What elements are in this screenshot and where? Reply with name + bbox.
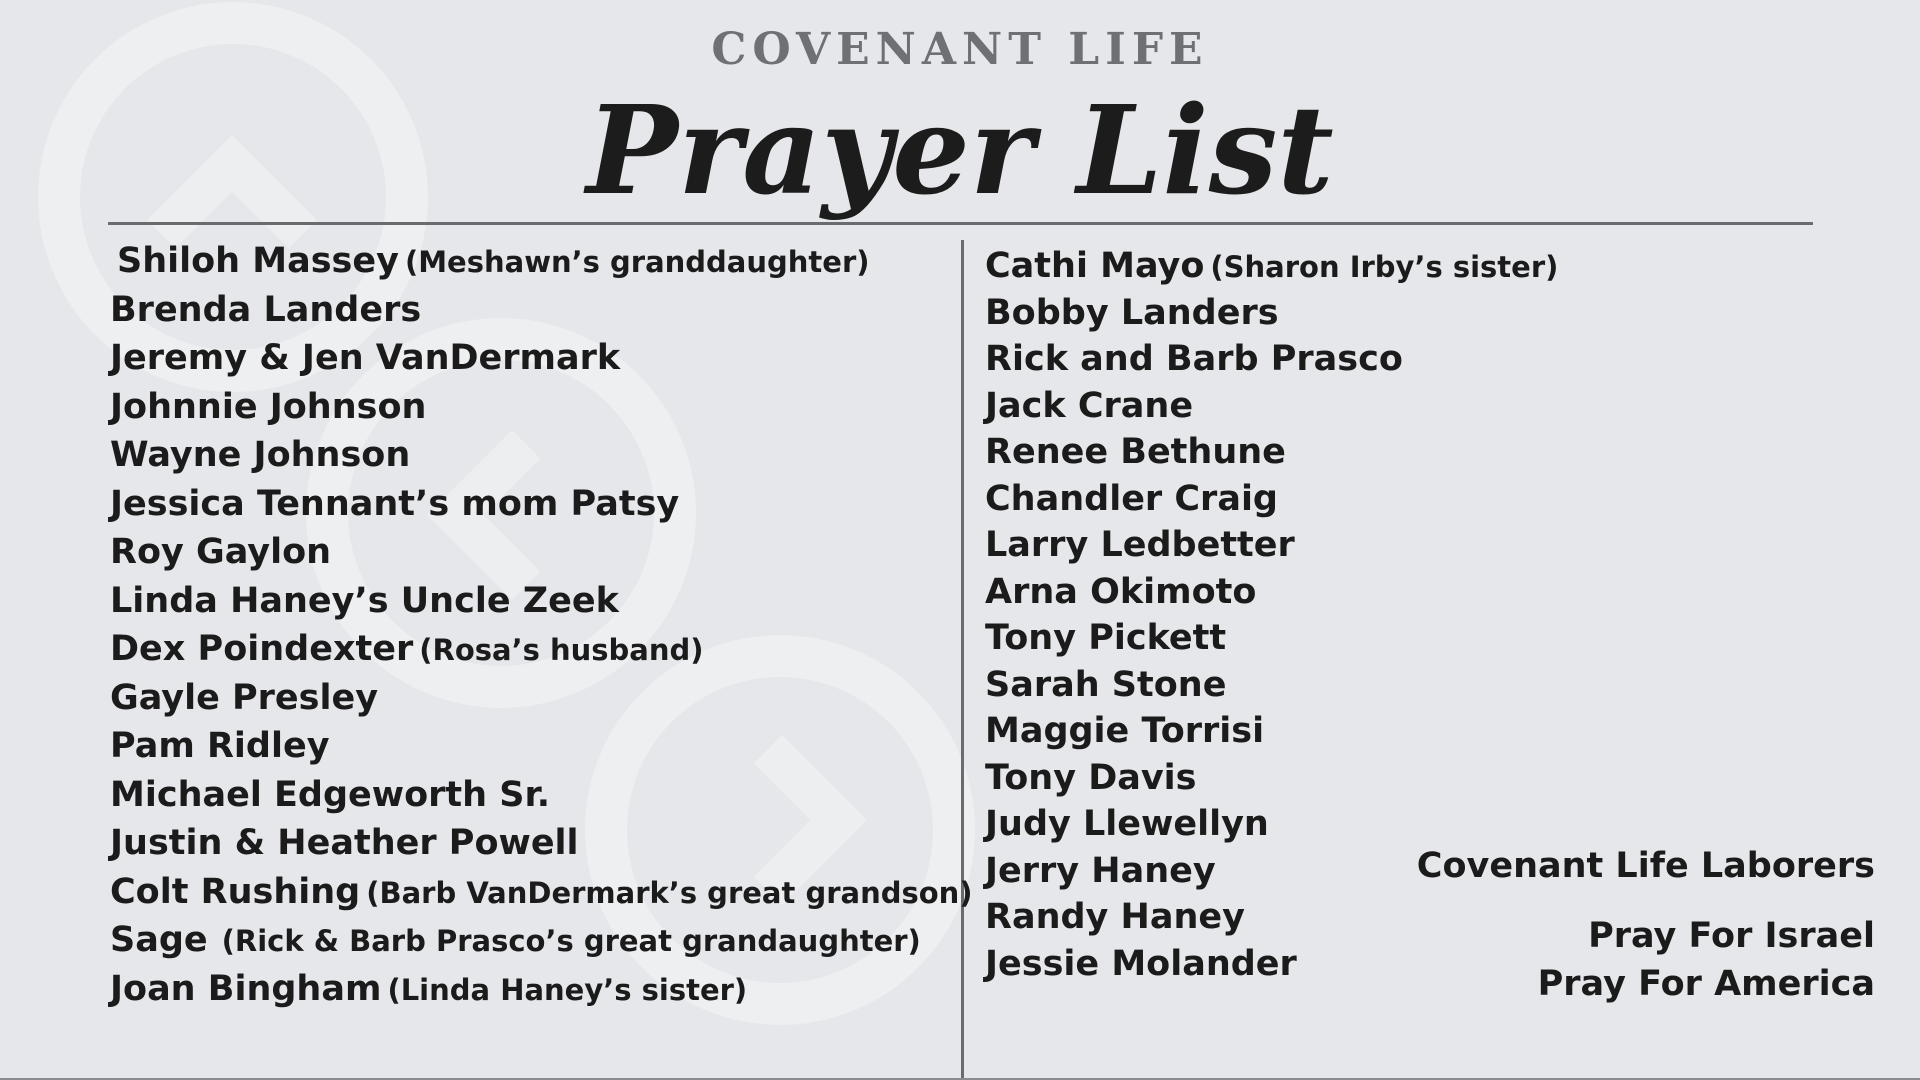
list-item xyxy=(985,568,1558,615)
prayer-name: Maggie Torrisi xyxy=(985,711,1265,751)
list-item xyxy=(110,528,973,577)
prayer-name: Jessica Tennant’s mom Patsy xyxy=(110,483,680,524)
prayer-name: Larry Ledbetter xyxy=(985,525,1295,565)
prayer-name: Pam Ridley xyxy=(110,726,330,766)
header-divider xyxy=(108,222,1813,225)
list-item xyxy=(985,335,1558,382)
list-item xyxy=(110,577,973,626)
prayer-name: Judy Llewellyn xyxy=(985,804,1269,844)
list-item xyxy=(985,521,1558,568)
list-item xyxy=(985,614,1558,661)
list-item xyxy=(110,771,973,820)
list-item xyxy=(110,431,973,480)
list-item xyxy=(110,819,973,868)
list-item xyxy=(110,868,973,917)
list-item xyxy=(985,707,1558,754)
prayer-list-left xyxy=(110,237,973,1013)
prayer-name: Rick and Barb Prasco xyxy=(985,339,1403,379)
list-item xyxy=(985,475,1558,522)
list-item xyxy=(110,916,973,965)
list-item xyxy=(117,237,973,286)
list-item xyxy=(985,382,1558,429)
prayer-name: Randy Haney xyxy=(985,897,1245,937)
laborers-label: Covenant Life Laborers xyxy=(1416,846,1875,886)
prayer-note: (Rosa’s husband) xyxy=(419,633,704,667)
list-item xyxy=(110,965,973,1014)
prayer-name: Linda Haney’s Uncle Zeek xyxy=(110,580,619,621)
prayer-name: Joan Bingham xyxy=(110,968,382,1009)
list-item xyxy=(985,661,1558,708)
list-item xyxy=(985,289,1558,336)
prayer-name: Gayle Presley xyxy=(110,677,379,718)
prayer-name: Sage xyxy=(110,920,208,960)
prayer-name: Brenda Landers xyxy=(110,289,422,330)
prayer-name: Chandler Craig xyxy=(985,478,1278,519)
prayer-name: Roy Gaylon xyxy=(110,532,332,572)
list-item xyxy=(985,893,1558,940)
organization-name: COVENANT LIFE xyxy=(711,24,1209,75)
prayer-note: (Barb VanDermark’s great grandson) xyxy=(366,875,973,910)
prayer-name: Bobby Landers xyxy=(985,292,1279,333)
pray-america-label: Pray For America xyxy=(1537,964,1875,1004)
prayer-name: Sarah Stone xyxy=(985,664,1227,705)
list-item xyxy=(985,242,1558,289)
prayer-name: Dex Poindexter xyxy=(110,629,414,669)
prayer-name: Renee Bethune xyxy=(985,432,1286,472)
list-item xyxy=(110,334,973,383)
prayer-name: Jack Crane xyxy=(985,385,1194,426)
list-item xyxy=(985,940,1558,987)
prayer-note: (Linda Haney’s sister) xyxy=(387,972,748,1007)
prayer-name: Cathi Mayo xyxy=(985,246,1205,286)
prayer-name: Shiloh Massey xyxy=(117,241,399,281)
page-title: Prayer List xyxy=(586,78,1334,222)
prayer-name: Tony Pickett xyxy=(985,618,1227,658)
prayer-name: Michael Edgeworth Sr. xyxy=(110,774,551,815)
prayer-name: Johnnie Johnson xyxy=(110,386,427,427)
list-item xyxy=(110,383,973,432)
list-item xyxy=(110,286,973,335)
prayer-name: Wayne Johnson xyxy=(110,435,411,475)
list-item xyxy=(985,754,1558,801)
prayer-name: Arna Okimoto xyxy=(985,571,1257,612)
list-item xyxy=(110,722,973,771)
prayer-note: (Rick & Barb Prasco’s great grandaughter) xyxy=(221,924,921,958)
list-item xyxy=(985,428,1558,475)
pray-israel-label: Pray For Israel xyxy=(1588,916,1875,956)
prayer-name: Jeremy & Jen VanDermark xyxy=(110,338,621,378)
prayer-name: Jerry Haney xyxy=(985,850,1216,891)
prayer-name: Jessie Molander xyxy=(985,943,1297,984)
prayer-name: Tony Davis xyxy=(985,757,1197,798)
prayer-name: Justin & Heather Powell xyxy=(110,823,579,863)
list-item xyxy=(110,480,973,529)
list-item xyxy=(985,800,1558,847)
list-item xyxy=(110,625,973,674)
prayer-note: (Sharon Irby’s sister) xyxy=(1210,250,1559,284)
list-item xyxy=(110,674,973,723)
prayer-name: Colt Rushing xyxy=(110,871,361,912)
prayer-note: (Meshawn’s granddaughter) xyxy=(404,245,870,279)
